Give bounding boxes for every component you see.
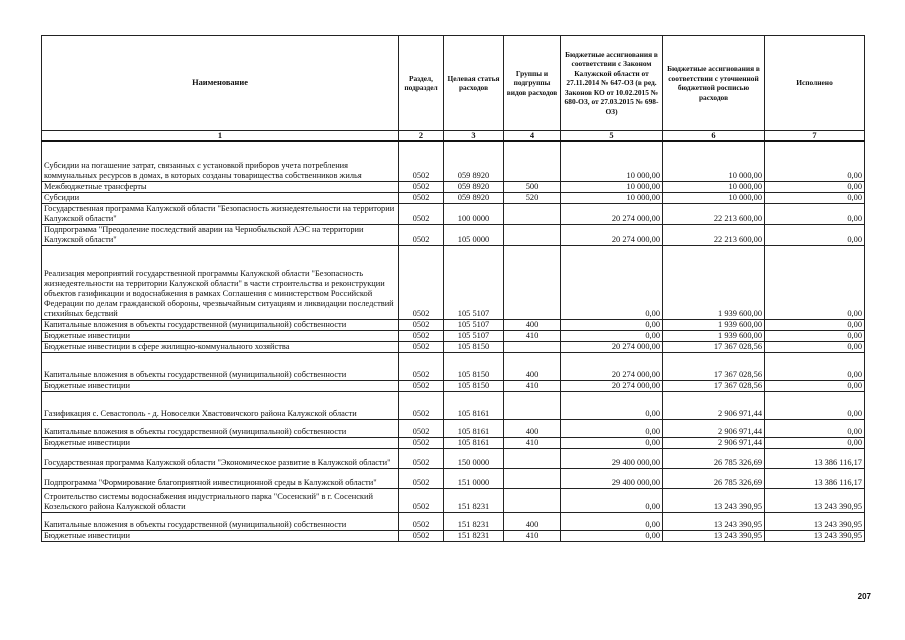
row-law-allocation: 0,00	[561, 319, 663, 330]
header-executed: Исполнено	[765, 36, 865, 131]
row-target: 105 8150	[444, 380, 504, 391]
row-budget-allocation: 2 906 971,44	[663, 437, 765, 448]
row-name: Капитальные вложения в объекты государственной (муниципальной) собственности	[42, 512, 399, 530]
row-section: 0502	[399, 380, 444, 391]
row-executed: 0,00	[765, 224, 865, 245]
row-target: 105 5107	[444, 330, 504, 341]
row-budget-allocation: 17 367 028,56	[663, 341, 765, 352]
row-group	[504, 224, 561, 245]
table-row	[42, 391, 865, 419]
row-section: 0502	[399, 341, 444, 352]
row-name: Подпрограмма "Формирование благоприятной инвестиционной среды в Калужской области"	[42, 468, 399, 488]
row-group	[504, 448, 561, 468]
index-cell: 6	[663, 131, 765, 142]
row-law-allocation: 0,00	[561, 512, 663, 530]
row-section: 0502	[399, 391, 444, 419]
row-group	[504, 203, 561, 224]
row-law-allocation: 0,00	[561, 330, 663, 341]
index-row	[42, 131, 865, 142]
row-section: 0502	[399, 224, 444, 245]
row-executed: 0,00	[765, 419, 865, 437]
row-group: 400	[504, 419, 561, 437]
row-executed: 0,00	[765, 181, 865, 192]
row-group: 400	[504, 319, 561, 330]
row-law-allocation: 0,00	[561, 437, 663, 448]
row-executed: 0,00	[765, 437, 865, 448]
row-budget-allocation: 1 939 600,00	[663, 330, 765, 341]
row-name: Подпрограмма "Преодоление последствий аварии на Чернобыльской АЭС на территории Калужской области"	[42, 224, 399, 245]
row-budget-allocation: 2 906 971,44	[663, 419, 765, 437]
row-group	[504, 141, 561, 181]
row-group: 410	[504, 530, 561, 541]
row-law-allocation: 10 000,00	[561, 181, 663, 192]
row-target: 059 8920	[444, 192, 504, 203]
row-law-allocation: 0,00	[561, 391, 663, 419]
row-name: Межбюджетные трансферты	[42, 181, 399, 192]
row-section: 0502	[399, 437, 444, 448]
table-row	[42, 468, 865, 488]
table-row	[42, 181, 865, 192]
index-cell: 1	[42, 131, 399, 142]
table-row	[42, 380, 865, 391]
row-budget-allocation: 26 785 326,69	[663, 468, 765, 488]
header-section: Раздел, подраздел	[399, 36, 444, 131]
row-target: 150 0000	[444, 448, 504, 468]
row-budget-allocation: 13 243 390,95	[663, 512, 765, 530]
index-cell: 4	[504, 131, 561, 142]
row-target: 105 0000	[444, 224, 504, 245]
row-executed: 0,00	[765, 203, 865, 224]
header-law-allocations: Бюджетные ассигнования в соответствии с Законом Калужской области от 27.11.2014 № 647-ОЗ (в ред. Законов КО от 10.02.2015 № 680-ОЗ, от 27.03.2015 № 698-ОЗ)	[561, 36, 663, 131]
row-section: 0502	[399, 245, 444, 319]
header-budget-allocations: Бюджетные ассигнования в соответствии с уточненной бюджетной росписью расходов	[663, 36, 765, 131]
row-budget-allocation: 1 939 600,00	[663, 245, 765, 319]
table-row	[42, 192, 865, 203]
budget-table	[41, 35, 865, 542]
row-section: 0502	[399, 448, 444, 468]
row-group	[504, 245, 561, 319]
row-section: 0502	[399, 181, 444, 192]
row-budget-allocation: 26 785 326,69	[663, 448, 765, 468]
row-group	[504, 391, 561, 419]
row-law-allocation: 0,00	[561, 245, 663, 319]
row-target: 059 8920	[444, 181, 504, 192]
index-cell: 2	[399, 131, 444, 142]
row-group: 410	[504, 437, 561, 448]
row-law-allocation: 0,00	[561, 530, 663, 541]
row-name: Бюджетные инвестиции	[42, 437, 399, 448]
row-name: Государственная программа Калужской области "Экономическое развитие в Калужской области"	[42, 448, 399, 468]
row-executed: 13 386 116,17	[765, 468, 865, 488]
row-group: 520	[504, 192, 561, 203]
row-budget-allocation: 10 000,00	[663, 141, 765, 181]
row-name: Бюджетные инвестиции	[42, 380, 399, 391]
row-budget-allocation: 10 000,00	[663, 192, 765, 203]
row-budget-allocation: 13 243 390,95	[663, 488, 765, 512]
row-law-allocation: 29 400 000,00	[561, 448, 663, 468]
row-executed: 0,00	[765, 391, 865, 419]
table-row	[42, 512, 865, 530]
row-target: 151 8231	[444, 488, 504, 512]
row-section: 0502	[399, 512, 444, 530]
table-row	[42, 224, 865, 245]
row-name: Реализация мероприятий государственной программы Калужской области "Безопасность жизнедеятельности на территории Калужской области" в части строительства и реконструкции объектов газификации и водоснабжения в рамках Соглашения с министерством Российской Федерации по делам гражданской обороны, чрезвычайным ситуациям и ликвидации последствий стихийных бедствий	[42, 245, 399, 319]
row-target: 059 8920	[444, 141, 504, 181]
row-budget-allocation: 13 243 390,95	[663, 530, 765, 541]
row-section: 0502	[399, 203, 444, 224]
row-section: 0502	[399, 319, 444, 330]
row-target: 105 8150	[444, 352, 504, 380]
row-target: 105 8161	[444, 391, 504, 419]
row-target: 105 5107	[444, 319, 504, 330]
row-target: 105 8150	[444, 341, 504, 352]
row-budget-allocation: 22 213 600,00	[663, 224, 765, 245]
row-section: 0502	[399, 530, 444, 541]
row-law-allocation: 20 274 000,00	[561, 352, 663, 380]
table-row	[42, 448, 865, 468]
row-budget-allocation: 22 213 600,00	[663, 203, 765, 224]
row-law-allocation: 20 274 000,00	[561, 203, 663, 224]
row-name: Строительство системы водоснабжения индустриального парка "Сосенский" в г. Сосенский Козельского района Калужской области	[42, 488, 399, 512]
header-target: Целевая статья расходов	[444, 36, 504, 131]
row-section: 0502	[399, 352, 444, 380]
row-law-allocation: 29 400 000,00	[561, 468, 663, 488]
row-law-allocation: 10 000,00	[561, 141, 663, 181]
row-target: 151 8231	[444, 512, 504, 530]
row-executed: 13 243 390,95	[765, 530, 865, 541]
row-name: Капитальные вложения в объекты государственной (муниципальной) собственности	[42, 419, 399, 437]
table-row	[42, 530, 865, 541]
row-group: 410	[504, 330, 561, 341]
index-cell: 3	[444, 131, 504, 142]
row-budget-allocation: 17 367 028,56	[663, 380, 765, 391]
row-group	[504, 341, 561, 352]
row-group: 400	[504, 352, 561, 380]
row-law-allocation: 0,00	[561, 488, 663, 512]
row-name: Капитальные вложения в объекты государственной (муниципальной) собственности	[42, 319, 399, 330]
row-executed: 13 243 390,95	[765, 488, 865, 512]
index-cell: 5	[561, 131, 663, 142]
row-budget-allocation: 10 000,00	[663, 181, 765, 192]
row-law-allocation: 10 000,00	[561, 192, 663, 203]
table-row	[42, 203, 865, 224]
header-group: Группы и подгруппы видов расходов	[504, 36, 561, 131]
header-name: Наименование	[42, 36, 399, 131]
row-name: Бюджетные инвестиции	[42, 530, 399, 541]
row-executed: 13 243 390,95	[765, 512, 865, 530]
page-number: 207	[857, 592, 871, 601]
row-target: 151 8231	[444, 530, 504, 541]
row-group: 500	[504, 181, 561, 192]
row-executed: 0,00	[765, 330, 865, 341]
row-target: 105 8161	[444, 419, 504, 437]
row-target: 100 0000	[444, 203, 504, 224]
row-executed: 0,00	[765, 352, 865, 380]
row-executed: 0,00	[765, 192, 865, 203]
row-group: 410	[504, 380, 561, 391]
table-row	[42, 419, 865, 437]
row-section: 0502	[399, 488, 444, 512]
row-executed: 13 386 116,17	[765, 448, 865, 468]
row-group	[504, 488, 561, 512]
row-budget-allocation: 17 367 028,56	[663, 352, 765, 380]
row-name: Бюджетные инвестиции	[42, 330, 399, 341]
table-row	[42, 141, 865, 181]
row-budget-allocation: 2 906 971,44	[663, 391, 765, 419]
row-target: 105 5107	[444, 245, 504, 319]
budget-sheet	[41, 35, 864, 542]
row-executed: 0,00	[765, 341, 865, 352]
row-law-allocation: 0,00	[561, 419, 663, 437]
table-row	[42, 352, 865, 380]
row-law-allocation: 20 274 000,00	[561, 224, 663, 245]
row-target: 151 0000	[444, 468, 504, 488]
row-section: 0502	[399, 419, 444, 437]
row-target: 105 8161	[444, 437, 504, 448]
row-section: 0502	[399, 192, 444, 203]
row-name: Субсидии на погашение затрат, связанных с установкой приборов учета потребления коммунальных ресурсов в домах, в которых созданы товарищества собственников жилья	[42, 141, 399, 181]
row-section: 0502	[399, 330, 444, 341]
row-name: Бюджетные инвестиции в сфере жилищно-коммунального хозяйства	[42, 341, 399, 352]
row-executed: 0,00	[765, 141, 865, 181]
row-executed: 0,00	[765, 380, 865, 391]
table-row	[42, 319, 865, 330]
row-law-allocation: 20 274 000,00	[561, 341, 663, 352]
row-name: Государственная программа Калужской области "Безопасность жизнедеятельности на территории Калужской области"	[42, 203, 399, 224]
index-cell: 7	[765, 131, 865, 142]
row-law-allocation: 20 274 000,00	[561, 380, 663, 391]
row-executed: 0,00	[765, 319, 865, 330]
header-row	[42, 36, 865, 131]
row-section: 0502	[399, 141, 444, 181]
table-row	[42, 488, 865, 512]
row-name: Капитальные вложения в объекты государственной (муниципальной) собственности	[42, 352, 399, 380]
row-section: 0502	[399, 468, 444, 488]
row-name: Субсидии	[42, 192, 399, 203]
table-row	[42, 245, 865, 319]
table-row	[42, 341, 865, 352]
row-budget-allocation: 1 939 600,00	[663, 319, 765, 330]
row-group: 400	[504, 512, 561, 530]
row-name: Газификация с. Севастополь - д. Новоселки Хвастовичского района Калужской области	[42, 391, 399, 419]
row-executed: 0,00	[765, 245, 865, 319]
table-row	[42, 330, 865, 341]
row-group	[504, 468, 561, 488]
table-row	[42, 437, 865, 448]
